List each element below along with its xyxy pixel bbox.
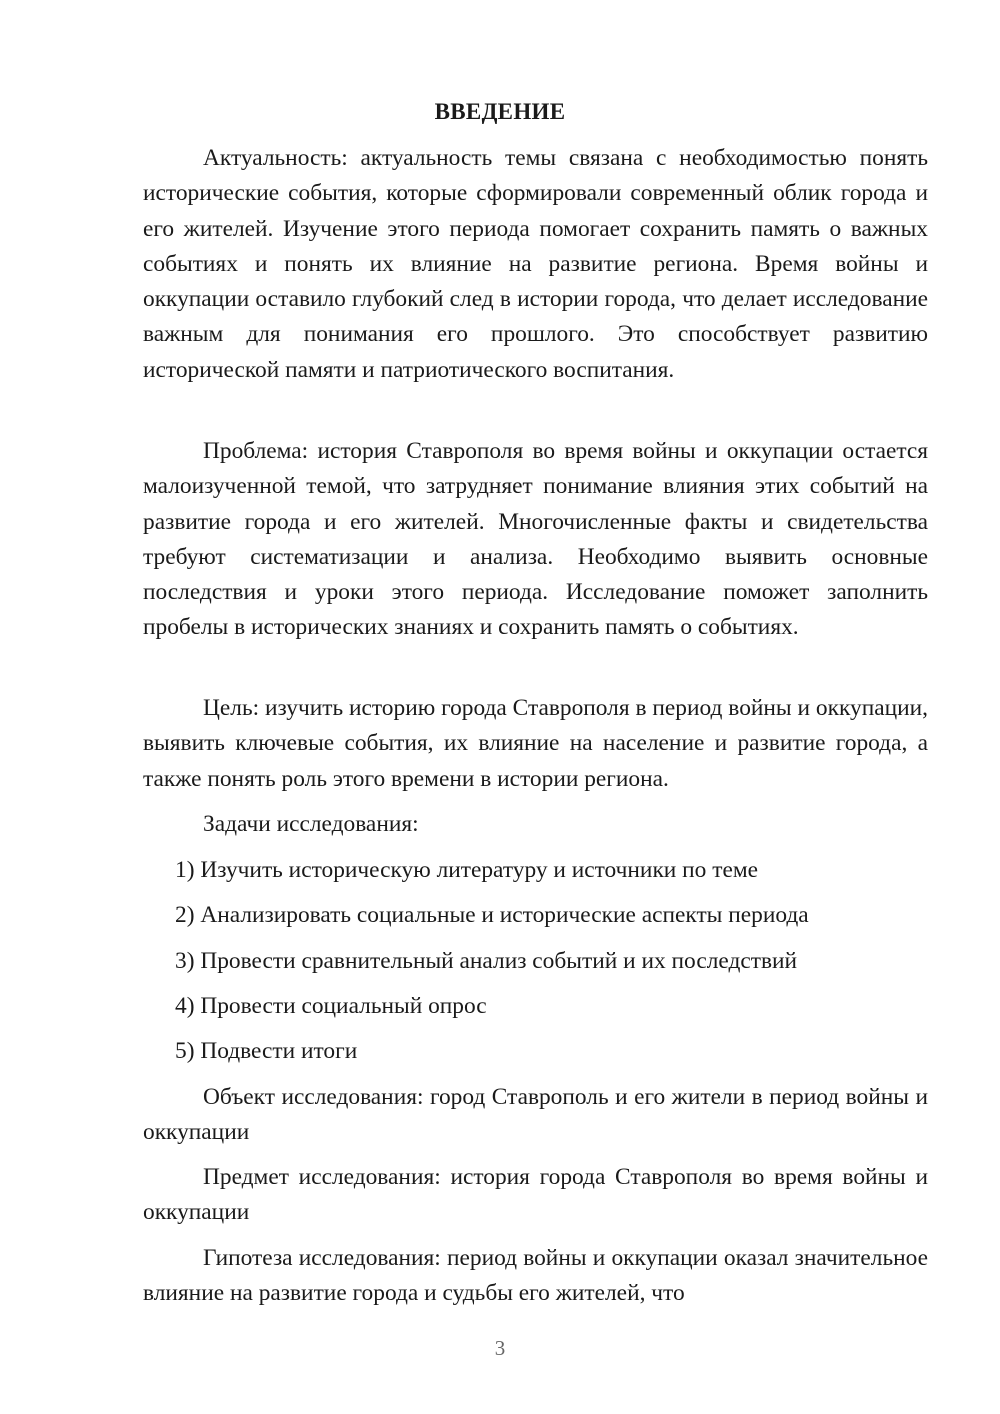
object-paragraph: Объект исследования: город Ставрополь и его жители в период войны и оккупации [143,1084,928,1146]
task-item-4: 4) Провести социальный опрос [175,993,487,1019]
page-number: 3 [494,1336,506,1360]
task-item-3: 3) Провести сравнительный анализ событий и их последствий [175,948,798,974]
task-item-1: 1) Изучить историческую литературу и источники по теме [175,857,759,883]
hypothesis-paragraph: Гипотеза исследования: период войны и оккупации оказал значительное влияние на развитие города и судьбы его жителей, что [143,1245,928,1307]
relevance-paragraph: Актуальность: актуальность темы связана с необходимостью понять исторические события, которые сформировали современный облик города и его жителей. Изучение этого периода помогает сохранить память о важных событиях и понять их влияние на развитие региона. Время войны и оккупации оставило глубокий след в истории города, что делает исследование важным для понимания его прошлого. Это способствует развитию исторической памяти и патриотического воспитания. [143,145,928,383]
problem-paragraph: Проблема: история Ставрополя во время войны и оккупации остается малоизученной темой, что затрудняет понимание влияния этих событий на развитие города и его жителей. Многочисленные факты и свидетельства требуют систематизации и анализа. Необходимо выявить основные последствия и уроки этого периода. Исследование поможет заполнить пробелы в исторических знаниях и сохранить память о событиях. [143,438,928,641]
tasks-heading: Задачи исследования: [203,811,419,837]
task-item-5: 5) Подвести итоги [175,1038,358,1064]
page-title: ВВЕДЕНИЕ [434,99,566,124]
goal-paragraph: Цель: изучить историю города Ставрополя в период войны и оккупации, выявить ключевые события, их влияние на население и развитие города, а также понять роль этого времени в истории региона. [143,695,928,792]
subject-paragraph: Предмет исследования: история города Ставрополя во время войны и оккупации [143,1164,928,1226]
task-item-2: 2) Анализировать социальные и исторические аспекты периода [175,902,809,928]
